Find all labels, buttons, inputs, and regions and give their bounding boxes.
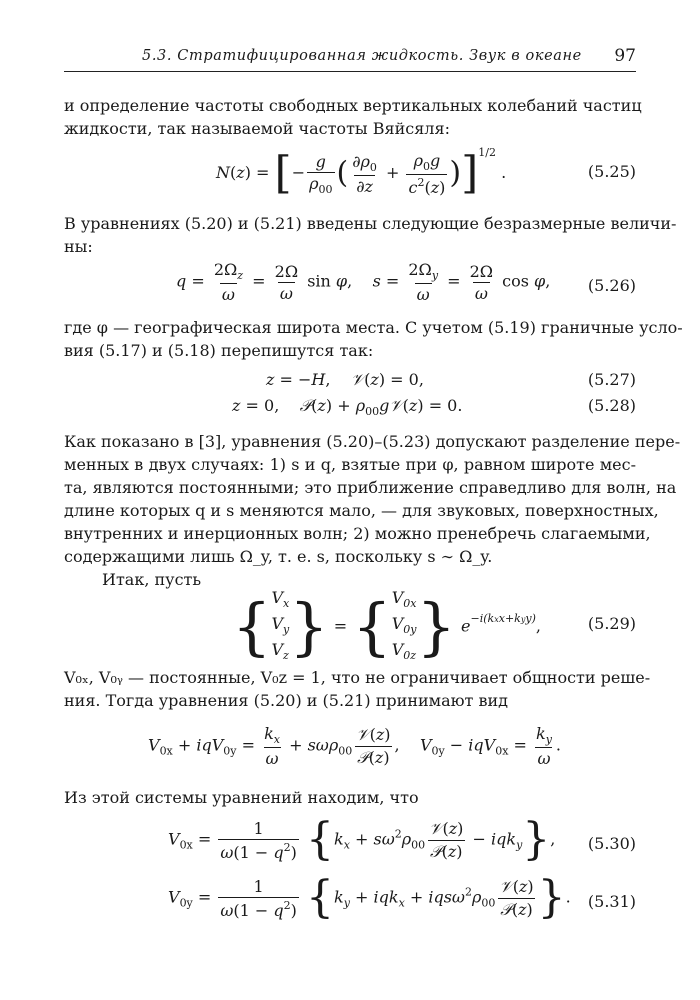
- equation-number: (5.25): [587, 162, 636, 181]
- equation-5-28: z = 0, 𝒫(z) + $\rho_{00}g𝒱(z) = 0$. (5.28): [232, 396, 636, 418]
- equation-5-29: { $V_x$ $V_y$ $V_z$ } = { $V_{0x}$ $V_{0y}$ $V_{0z}$ } $e^{-i(kxx+kyy)}$, (5.29): [232, 588, 636, 663]
- running-header: [64, 44, 636, 70]
- equation-5-25: N(z) = [− $\frac{g}{\rho_{00}}$ ( $\frac{\partial\rho_0}{\partial z}$ + $\frac{\rho_0g}{c^2(z)}$ )]$^{1/2}$ . (5.25): [216, 146, 636, 199]
- paragraph-constants: V₀ₓ, V₀ᵧ — постоянные, V₀z = 1, что не ограничивает общности реше- ния. Тогда уравнения (5.20) и (5.21) принимают вид: [64, 668, 651, 710]
- header-rule: [64, 71, 636, 72]
- equation-number: (5.28): [587, 396, 636, 415]
- equation-number: (5.26): [587, 276, 636, 295]
- paragraph-dimensionless: В уравнениях (5.20) и (5.21) введены следующие безразмерные величи- ны:: [64, 214, 677, 256]
- paragraph-intro: и определение частоты свободных вертикальных колебаний частиц жидкости, так называемой частоты Вяйсяля:: [64, 96, 642, 138]
- equation-number: (5.29): [587, 614, 636, 633]
- equation-5-26: q = $\frac{2\Omega_z}{\omega}$ = $\frac{2\Omega}{\omega}$ sin φ, s = $\frac{2\Omega_y}{\omega}$ = $\frac{2\Omega}{\omega}$ cos φ, (5.26): [176, 260, 636, 304]
- paragraph-separation: Как показано в [3], уравнения (5.20)–(5.23) допускают разделение пере- менных в двух случаях: 1) s и q, взятые при φ, равном широте мес- та, являются постоянными; это приближение справедливо для волн, на длине которых q и s меняются мало, — для звуковых, поверхностных, внутренних и инерционных волн; 2) можно пренебречь слагаемыми, содержащими лишь Ω_y, т. е. s, поскольку s ∼ Ω_y.: [64, 432, 681, 566]
- paragraph-let: Итак, пусть: [102, 570, 202, 589]
- equation-5-31: $V_{0y}$ = $\frac{1}{\omega(1 - q^2)}$ {$k_y + iqk_x + iqs\omega^2\rho_{00}$ $\frac{\text{𝒱(z)}}{\text{𝒫(z)}}$ }. (5.31): [168, 872, 636, 923]
- equation-5-30: $V_{0x}$ = $\frac{1}{\omega(1 - q^2)}$ {$k_x + s\omega^2\rho_{00}$ $\frac{\text{𝒱(z)}}{\text{𝒫(z)}}$ − iqk$_y$}, (5.30): [168, 814, 636, 865]
- equation-5-27: z = −H, 𝒱(z) = 0, (5.27): [266, 370, 636, 389]
- paragraph-latitude: где φ — географическая широта места. С учетом (5.19) граничные усло- вия (5.17) и (5.18) перепишутся так:: [64, 318, 683, 360]
- equation-number: (5.30): [587, 834, 636, 853]
- equation-system: $V_{0x} + iqV_{0y}$ = $\frac{k_x}{\omega}$ + sωρ$_{00}$ $\frac{\text{𝒱(z)}}{\text{𝒫(z)}}$ , $V_{0y} - iqV_{0x}$ = $\frac{k_y}{\omega}$ .: [148, 724, 562, 768]
- equation-number: (5.27): [587, 370, 636, 389]
- paragraph-result: Из этой системы уравнений находим, что: [64, 788, 419, 807]
- equation-number: (5.31): [587, 892, 636, 911]
- page-number: 97: [614, 46, 636, 66]
- running-title: 5.3. Стратифицированная жидкость. Звук в океане: [142, 48, 582, 64]
